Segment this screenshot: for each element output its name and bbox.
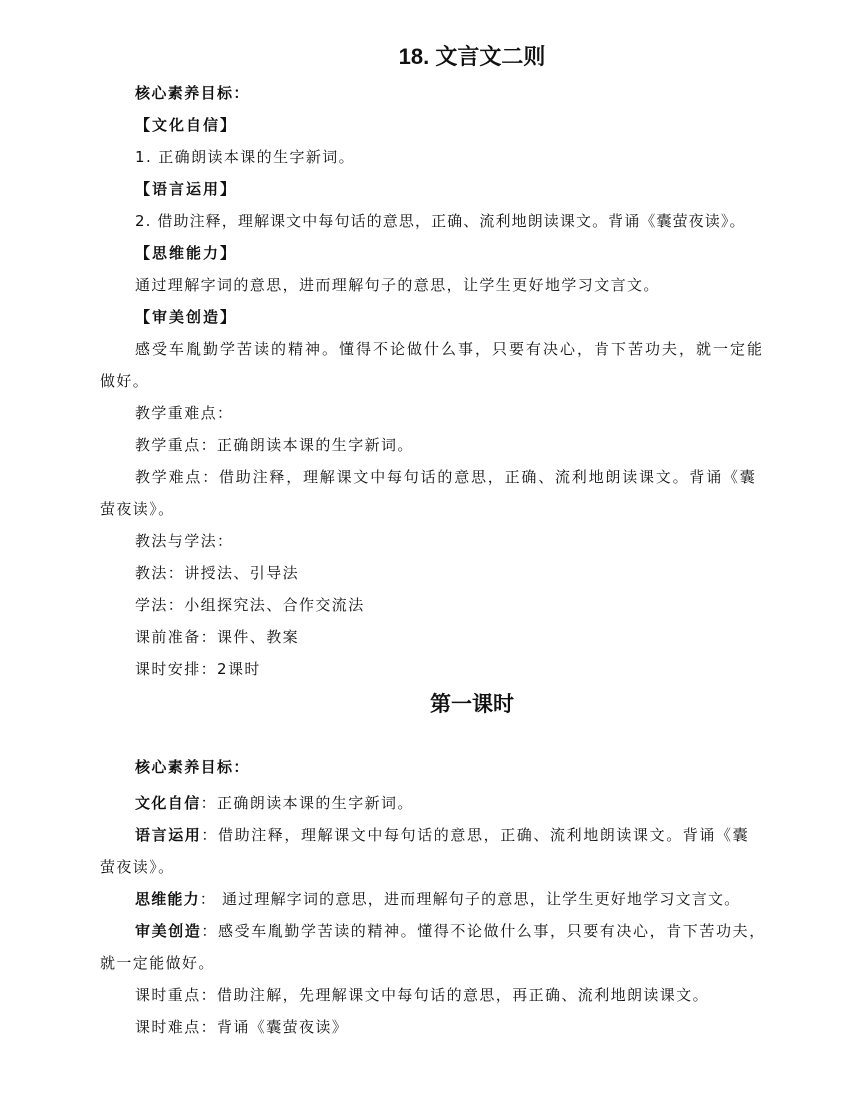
lesson1-aesthetic-cont: 就一定能做好。 <box>100 954 215 972</box>
core-goal-heading: 核心素养目标： <box>135 84 250 102</box>
lesson1-culture-text: ：正确朗读本课的生字新词。 <box>200 794 414 812</box>
thinking-text: 通过理解字词的意思，进而理解句子的意思，让学生更好地学习文言文。 <box>135 276 660 294</box>
key-point: 教学重点：正确朗读本课的生字新词。 <box>135 436 414 454</box>
culture-heading: 【文化自信】 <box>135 116 238 134</box>
key-difficult-heading: 教学重难点： <box>135 404 234 422</box>
teaching-method: 教法：讲授法、引导法 <box>135 564 300 582</box>
preparation: 课前准备：课件、教案 <box>135 628 300 646</box>
schedule: 课时安排：2课时 <box>135 660 261 678</box>
difficult-point: 教学难点：借助注释，理解课文中每句话的意思，正确、流利地朗读课文。背诵《囊 <box>135 468 757 486</box>
lesson1-culture-line <box>135 792 414 814</box>
lesson1-thinking-line <box>135 888 740 910</box>
language-text: 2. 借助注释，理解课文中每句话的意思，正确、流利地朗读课文。背诵《囊萤夜读》。 <box>135 212 746 230</box>
lesson1-language-line <box>135 824 749 846</box>
methods-heading: 教法与学法： <box>135 532 234 550</box>
lesson1-thinking-text: ： 通过理解字词的意思，进而理解句子的意思，让学生更好地学习文言文。 <box>199 890 741 908</box>
lesson1-difficult-point: 课时难点：背诵《囊萤夜读》 <box>135 1018 349 1036</box>
lesson1-title: 第一课时 <box>430 693 514 716</box>
aesthetic-heading: 【审美创造】 <box>135 308 238 326</box>
learning-method: 学法：小组探究法、合作交流法 <box>135 596 365 614</box>
aesthetic-text-cont: 做好。 <box>100 372 150 390</box>
aesthetic-text: 感受车胤勤学苦读的精神。懂得不论做什么事，只要有决心，肯下苦功夫，就一定能 <box>135 340 765 358</box>
lesson1-key-point: 课时重点：借助注解，先理解课文中每句话的意思，再正确、流利地朗读课文。 <box>135 986 710 1004</box>
lesson1-culture-label: 文化自信 <box>135 794 201 812</box>
language-heading: 【语言运用】 <box>135 180 238 198</box>
lesson1-language-cont: 萤夜读》。 <box>100 858 175 876</box>
lesson1-aesthetic-text: ：感受车胤勤学苦读的精神。懂得不论做什么事，只要有决心，肯下苦功夫， <box>201 922 766 940</box>
thinking-heading: 【思维能力】 <box>135 244 238 262</box>
lesson1-language-label: 语言运用 <box>135 826 202 844</box>
culture-text: 1. 正确朗读本课的生字新词。 <box>135 148 356 166</box>
difficult-point-cont: 萤夜读》。 <box>100 500 175 518</box>
lesson1-thinking-label: 思维能力 <box>135 890 200 908</box>
lesson1-aesthetic-line <box>135 920 766 942</box>
lesson1-core-goal-heading: 核心素养目标： <box>135 758 250 776</box>
lesson1-aesthetic-label: 审美创造 <box>135 922 202 940</box>
lesson-title: 18. 文言文二则 <box>398 44 546 69</box>
lesson1-language-text: ：借助注释，理解课文中每句话的意思，正确、流利地朗读课文。背诵《囊 <box>201 826 750 844</box>
